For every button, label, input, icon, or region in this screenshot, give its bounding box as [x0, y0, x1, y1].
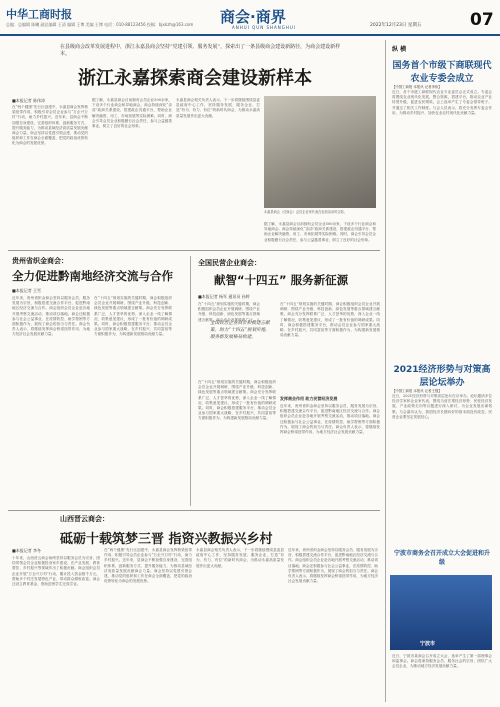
bottom-story-col-1: 十年来，山西晋云商会始终坚持以服务会员为宗旨，团结带领会员企业积极投身家乡建设，在产业发展、教育帮扶、乡村振兴等领域作出了积极贡献。商会组织会员企业开展“万企兴万村”行动，累计投入资金数千万元，帮助多个村庄发展特色产业，带动群众增收致富。商会还设立教育基金，资助贫困学生完成学业。 — [12, 556, 100, 587]
page-number: 07 — [470, 10, 494, 30]
paper-editorial-info: 总编：总编辑 陈曦 副总编辑 王清 编辑 王博 美编 王博 电话：010-88123456 投稿：bjxkzh@163.com — [6, 22, 194, 27]
bottom-story-col-2: 在“两个健康”先行区创建中，永嘉县商会发挥桥梁纽带作用，积极引导会员企业参与“万企兴万村”行动，助力乡村振兴。近年来，县商会不断加强自身建设，完善组织体系，创新服务方式，提升服务能力，为推动县域经济高质量发展贡献商会力量。商会坚持以党建引领会建，推动党的组织和工作在商会全面覆盖，把党的政治优势转化为商会的发展优势。 — [104, 548, 192, 584]
top-story-col-3: 永嘉县商会相关负责人表示，下一步将继续围绕县委县政府中心工作，坚持服务发展、服务企业，打造“有为、有力、有位”的新时代商会，为推动永嘉高质量发展作出更大贡献。 — [176, 98, 260, 118]
sidebar-item3-body: 近日，宁波市某商会召开成立大会，选举产生了第一届理事会和监事会。商会将秉持服务会员、服务社会的宗旨，团结广大会员企业，为推动地方经济发展贡献力量。 — [392, 654, 492, 669]
sidebar-item2-body: 近日，2021经济形势与对策高层论坛在京举办。论坛邀请多位经济学家和企业家代表，围绕当前宏观经济形势、民营经济发展、产业政策走向等议题进行深入研讨，为企业发展出谋划策。与会嘉宾认为，我国经济长期向好的基本面没有改变，民营企业要坚定发展信心。 — [392, 394, 492, 419]
center-story-col-3: 近年来，贵州省织金商会坚持以服务会员、服务发展为宗旨，积极搭建交流合作平台，促进黔南地区经济交流与合作。商会组织会员企业赴各地开展考察交流活动，推动项目落地。商会还积极参与社会公益事业，在疫情防控、助学帮困等方面积极作为，展现了商会的担当与责任。商会负责人表示，将继续发挥商会桥梁纽带作用，为地方经济社会发展贡献力量。 — [280, 404, 380, 435]
sidebar-item1-byline: 【中国工商报 本报讯 记者李伟】 — [392, 85, 442, 89]
mid-story-kicker: 贵州省织金商会： — [12, 257, 68, 265]
center-story-col-1: 在“十四五”规划实施的关键时期，商会积极组织会员企业开展调研，围绕产业升级、科技创新、绿色发展等重点领域建言献策。商会充分发挥联系广泛、人才荟萃的优势，深入企业一线了解情况，收集意见建议，形成了一批有价值的调研成果。同时，商会积极搭建服务平台，推动会员企业参与国家重大战略，在乡村振兴、共同富裕等方面积极作为，为构建新发展格局贡献力量。 — [198, 380, 276, 421]
top-story-byline: ■本报记者 陈伟涛 — [12, 98, 46, 103]
sidebar-item2-byline: 【中国工商报 本报讯 记者王强】 — [392, 389, 442, 393]
top-story-col-1: 在“两个健康”先行区创建中，永嘉县商会发挥桥梁纽带作用，积极引导会员企业参与“万企兴万村”行动，助力乡村振兴。近年来，县商会不断加强自身建设，完善组织体系，创新服务方式，提升服务能力，为推动县域经济高质量发展贡献商会力量。商会坚持以党建引领会建，推动党的组织和工作在商会全面覆盖，把党的政治优势转化为商会的发展优势。 — [12, 105, 88, 146]
mid-story-col-1: 近年来，贵州省织金商会坚持以服务会员、服务发展为宗旨，积极搭建交流合作平台，促进黔南地区经济交流与合作。商会组织会员企业赴各地开展考察交流活动，推动项目落地。商会还积极参与社会公益事业，在疫情防控、助学帮困等方面积极作为，展现了商会的担当与责任。商会负责人表示，将继续发挥商会桥梁纽带作用，为地方经济社会发展贡献力量。 — [12, 296, 90, 337]
center-story-pull-quote: 全国民营企业商会积极建言献策，助力“十四五”规划实施，服务新发展格局构建。 — [210, 321, 270, 340]
issue-date: 2022年12月23日 星期五 — [370, 23, 422, 28]
divider — [8, 510, 380, 511]
bottom-story-headline: 砥砺十载筑梦三晋 指资兴教振兴乡村 — [60, 532, 273, 547]
sidebar-item1-title: 国务首个市级下商联现代农业专委会成立 — [392, 61, 492, 84]
center-story-byline: ■本报记者 杨军 通讯员 孙婷 — [198, 294, 250, 299]
center-story-subhead-1: 发挥商会作用 助力民营经济发展 — [280, 396, 338, 401]
mid-story-byline: ■本报记者 王雪 — [12, 288, 42, 293]
center-story-col-2: 在“十四五”规划实施的关键时期，商会积极组织会员企业开展调研，围绕产业升级、科技创新、绿色发展等重点领域建言献策。商会充分发挥联系广泛、人才荟萃的优势，深入企业一线了解情况，收集意见建议，形成了一批有价值的调研成果。同时，商会积极搭建服务平台，推动会员企业参与国家重大战略，在乡村振兴、共同富裕等方面积极作为，为构建新发展格局贡献力量。 — [280, 302, 380, 338]
top-story-col-4: 据了解，永嘉县商会目前拥有会员企业500余家，下设多个行业商会和异地商会。商会持续深化“亲清”政商关系建设，搭建政企沟通平台，帮助企业解决融资、用工、市场拓展等实际困难。同时，商会引导会员企业积极履行社会责任，参与公益慈善事业，树立了良好的社会形象。 — [264, 222, 376, 242]
center-story-headline: 献智“十四五” 服务新征源 — [214, 273, 349, 287]
sidebar-divider — [385, 40, 386, 702]
sidebar-item2-title: 2021经济形势与对策高层论坛举办 — [393, 365, 491, 388]
top-story-lead: 在县级商会改革发展进程中，浙江永嘉县商会坚持“党建引领、服务发展”，探索出了一条县级商会建设新路径，为商会建设新样本。 — [60, 44, 341, 57]
divider — [8, 250, 380, 251]
sidebar-item1-body: 近日，首个市级工商联现代农业专业委员会正式成立。专委会将围绕农业现代化发展，整合资源，搭建平台，推动农业产业转型升级，促进农民增收。会上选举产生了专委会领导班子，并通过了相关工作制度。与会人员表示，将充分发挥专委会作用，为推动乡村振兴、加快农业农村现代化贡献力量。 — [392, 90, 492, 115]
top-story-col-2: 据了解，永嘉县商会目前拥有会员企业500余家，下设多个行业商会和异地商会。商会持续深化“亲清”政商关系建设，搭建政企沟通平台，帮助企业解决融资、用工、市场拓展等实际困难。同时，商会引导会员企业积极履行社会责任，参与公益慈善事业，树立了良好的社会形象。 — [92, 98, 172, 129]
sidebar-item3-title: 宁波市商务会召开成立大会促进和升级 — [393, 550, 490, 566]
top-story-photo — [264, 96, 376, 208]
top-story-photo-caption: 永嘉县商会（总商会）会员企业家代表在参加活动时合影。 — [264, 210, 347, 214]
sidebar-photo — [390, 575, 492, 650]
bottom-story-col-3: 永嘉县商会相关负责人表示，下一步将继续围绕县委县政府中心工作，坚持服务发展、服务企业，打造“有为、有力、有位”的新时代商会，为推动永嘉高质量发展作出更大贡献。 — [196, 548, 284, 568]
top-story-headline: 浙江永嘉探索商会建设新样本 — [78, 68, 312, 89]
divider — [190, 256, 191, 506]
mid-story-headline: 全力促进黔南地经济交流与合作 — [12, 269, 173, 283]
bottom-story-col-4: 近年来，贵州省织金商会坚持以服务会员、服务发展为宗旨，积极搭建交流合作平台，促进黔南地区经济交流与合作。商会组织会员企业赴各地开展考察交流活动，推动项目落地。商会还积极参与社会公益事业，在疫情防控、助学帮困等方面积极作为，展现了商会的担当与责任。商会负责人表示，将继续发挥商会桥梁纽带作用，为地方经济社会发展贡献力量。 — [288, 548, 378, 584]
sidebar-label: 纵 横 — [392, 46, 407, 53]
section-subtitle: ANHUI QUN SHANGHUI — [232, 25, 296, 30]
center-story-kicker: 全国民营企业商会： — [198, 259, 261, 267]
bottom-story-kicker: 山西晋云商会： — [60, 515, 109, 523]
bottom-story-byline: ■本报记者 李冬 — [12, 548, 42, 553]
section-title: 商会·商界 — [220, 8, 286, 26]
mid-story-col-2: 在“十四五”规划实施的关键时期，商会积极组织会员企业开展调研，围绕产业升级、科技创新、绿色发展等重点领域建言献策。商会充分发挥联系广泛、人才荟萃的优势，深入企业一线了解情况，收集意见建议，形成了一批有价值的调研成果。同时，商会积极搭建服务平台，推动会员企业参与国家重大战略，在乡村振兴、共同富裕等方面积极作为，为构建新发展格局贡献力量。 — [94, 296, 172, 337]
center-story-intro: 在“十四五”规划实施的关键时期，商会积极组织会员企业开展调研，围绕产业升级、科技创新、绿色发展等重点领域建言献策。商会充分发挥联系广泛、人 — [198, 302, 260, 322]
paper-logo: 中华工商时报 — [6, 8, 72, 21]
sidebar-photo-text: 宁波市 — [420, 641, 436, 647]
